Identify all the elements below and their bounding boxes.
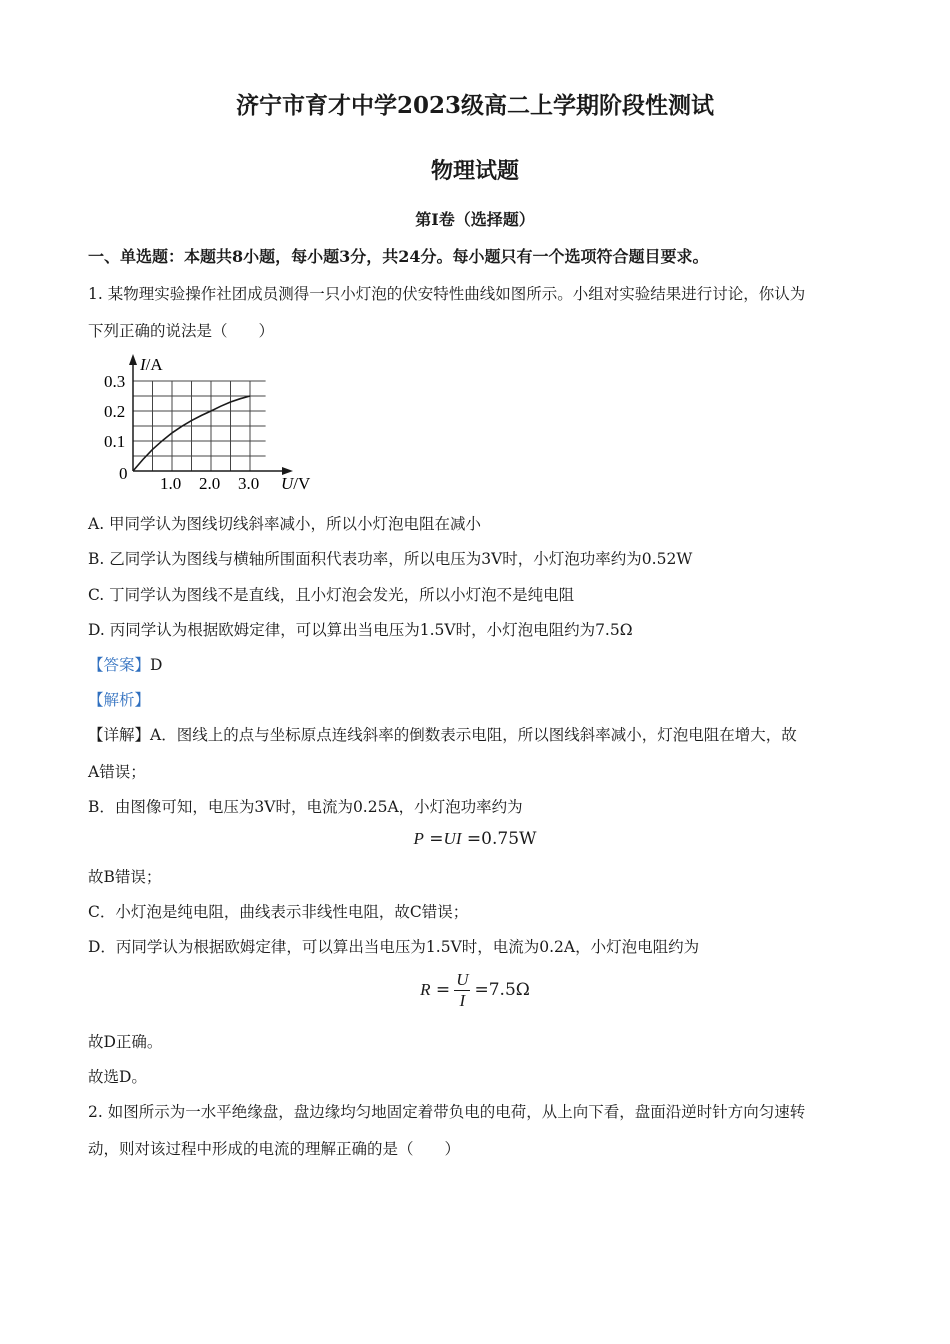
y-axis-unit: /A — [145, 355, 163, 374]
y-tick-label: 0.1 — [104, 432, 126, 451]
detail-a-line2: A错误； — [88, 763, 146, 781]
equation-power — [0, 829, 950, 849]
q1-stem-line2: 下列正确的说法是（ ） — [88, 322, 275, 340]
x-axis-label — [281, 474, 311, 493]
y-axis-var: I — [140, 355, 146, 374]
q1-option-b: B. 乙同学认为图线与横轴所围面积代表功率，所以电压为3V时，小灯泡功率约为0.52W — [88, 550, 693, 568]
q1-conclusion: 故选D。 — [88, 1068, 147, 1086]
eq1-mid: UI — [443, 829, 462, 848]
origin-label: 0 — [119, 464, 128, 483]
eq1-equals2: = — [466, 829, 482, 849]
detail-d-line1: D．丙同学认为根据欧姆定律，可以算出当电压为1.5V时，电流为0.2A，小灯泡电阻约为 — [88, 938, 700, 956]
eq1-rhs: 0.75W — [481, 829, 537, 849]
eq2-lhs: R — [420, 980, 431, 999]
y-tick-label: 0.2 — [104, 402, 126, 421]
q2-stem-line1: 2. 如图所示为一水平绝缘盘，盘边缘均匀地固定着带负电的电荷，从上向下看，盘面沿逆时针方向匀速转 — [88, 1103, 806, 1121]
detail-b-line2: 故B错误； — [88, 868, 162, 886]
eq2-denominator: I — [459, 991, 466, 1010]
exam-title: 济宁市育才中学2023级高二上学期阶段性测试 — [235, 92, 714, 119]
detail-a-text: A．图线上的点与坐标原点连线斜率的倒数表示电阻，所以图线斜率减小，灯泡电阻在增大，故 — [150, 726, 797, 744]
x-axis-var: U — [281, 474, 294, 493]
x-axis-unit: /V — [293, 474, 311, 493]
eq1-lhs: P — [413, 829, 424, 848]
y-axis-arrow — [129, 354, 137, 365]
answer-tag: 【答案】 — [88, 656, 151, 674]
eq2-equals2: = — [474, 980, 489, 1000]
y-axis-label — [139, 355, 163, 374]
q2-stem-line2: 动，则对该过程中形成的电流的理解正确的是（ ） — [88, 1140, 461, 1158]
chart-labels — [104, 355, 311, 493]
equation-resistance — [0, 970, 950, 1011]
detail-tag: 【详解】 — [88, 726, 151, 744]
q1-option-a: A. 甲同学认为图线切线斜率减小，所以小灯泡电阻在减小 — [88, 515, 482, 533]
answer-value: D — [150, 656, 163, 674]
volume-title: 第I卷（选择题） — [415, 210, 535, 229]
q1-stem-line1: 1. 某物理实验操作社团成员测得一只小灯泡的伏安特性曲线如图所示。小组对实验结果进行讨论，你认为 — [88, 285, 806, 303]
eq1-equals1: = — [429, 829, 444, 849]
eq2-numerator: U — [456, 970, 469, 989]
detail-b-line1: B．由图像可知，电压为3V时，电流为0.25A，小灯泡功率约为 — [88, 798, 523, 816]
answer-line — [88, 655, 162, 675]
y-tick-label: 0.3 — [104, 372, 126, 391]
eq2-rhs: 7.5Ω — [488, 980, 530, 1000]
q1-option-c: C. 丁同学认为图线不是直线，且小灯泡会发光，所以小灯泡不是纯电阻 — [88, 586, 575, 604]
q1-option-d: D. 丙同学认为根据欧姆定律，可以算出当电压为1.5V时，小灯泡电阻约为7.5Ω — [88, 621, 633, 639]
eq2-fraction — [454, 970, 470, 1011]
detail-c-line: C．小灯泡是纯电阻，曲线表示非线性电阻，故C错误； — [88, 903, 469, 921]
section-heading: 一、单选题：本题共8小题，每小题3分，共24分。每小题只有一个选项符合题目要求。 — [88, 247, 709, 266]
x-tick-label: 3.0 — [238, 474, 260, 493]
detail-d-line2: 故D正确。 — [88, 1033, 163, 1051]
x-tick-label: 1.0 — [160, 474, 182, 493]
eq2-equals1: = — [430, 980, 451, 1000]
analysis-tag: 【解析】 — [88, 691, 151, 709]
detail-a-line1 — [88, 725, 797, 745]
chart-grid — [133, 381, 266, 471]
subject-title: 物理试题 — [430, 158, 519, 184]
x-tick-label: 2.0 — [199, 474, 221, 493]
iv-chart — [95, 350, 335, 500]
